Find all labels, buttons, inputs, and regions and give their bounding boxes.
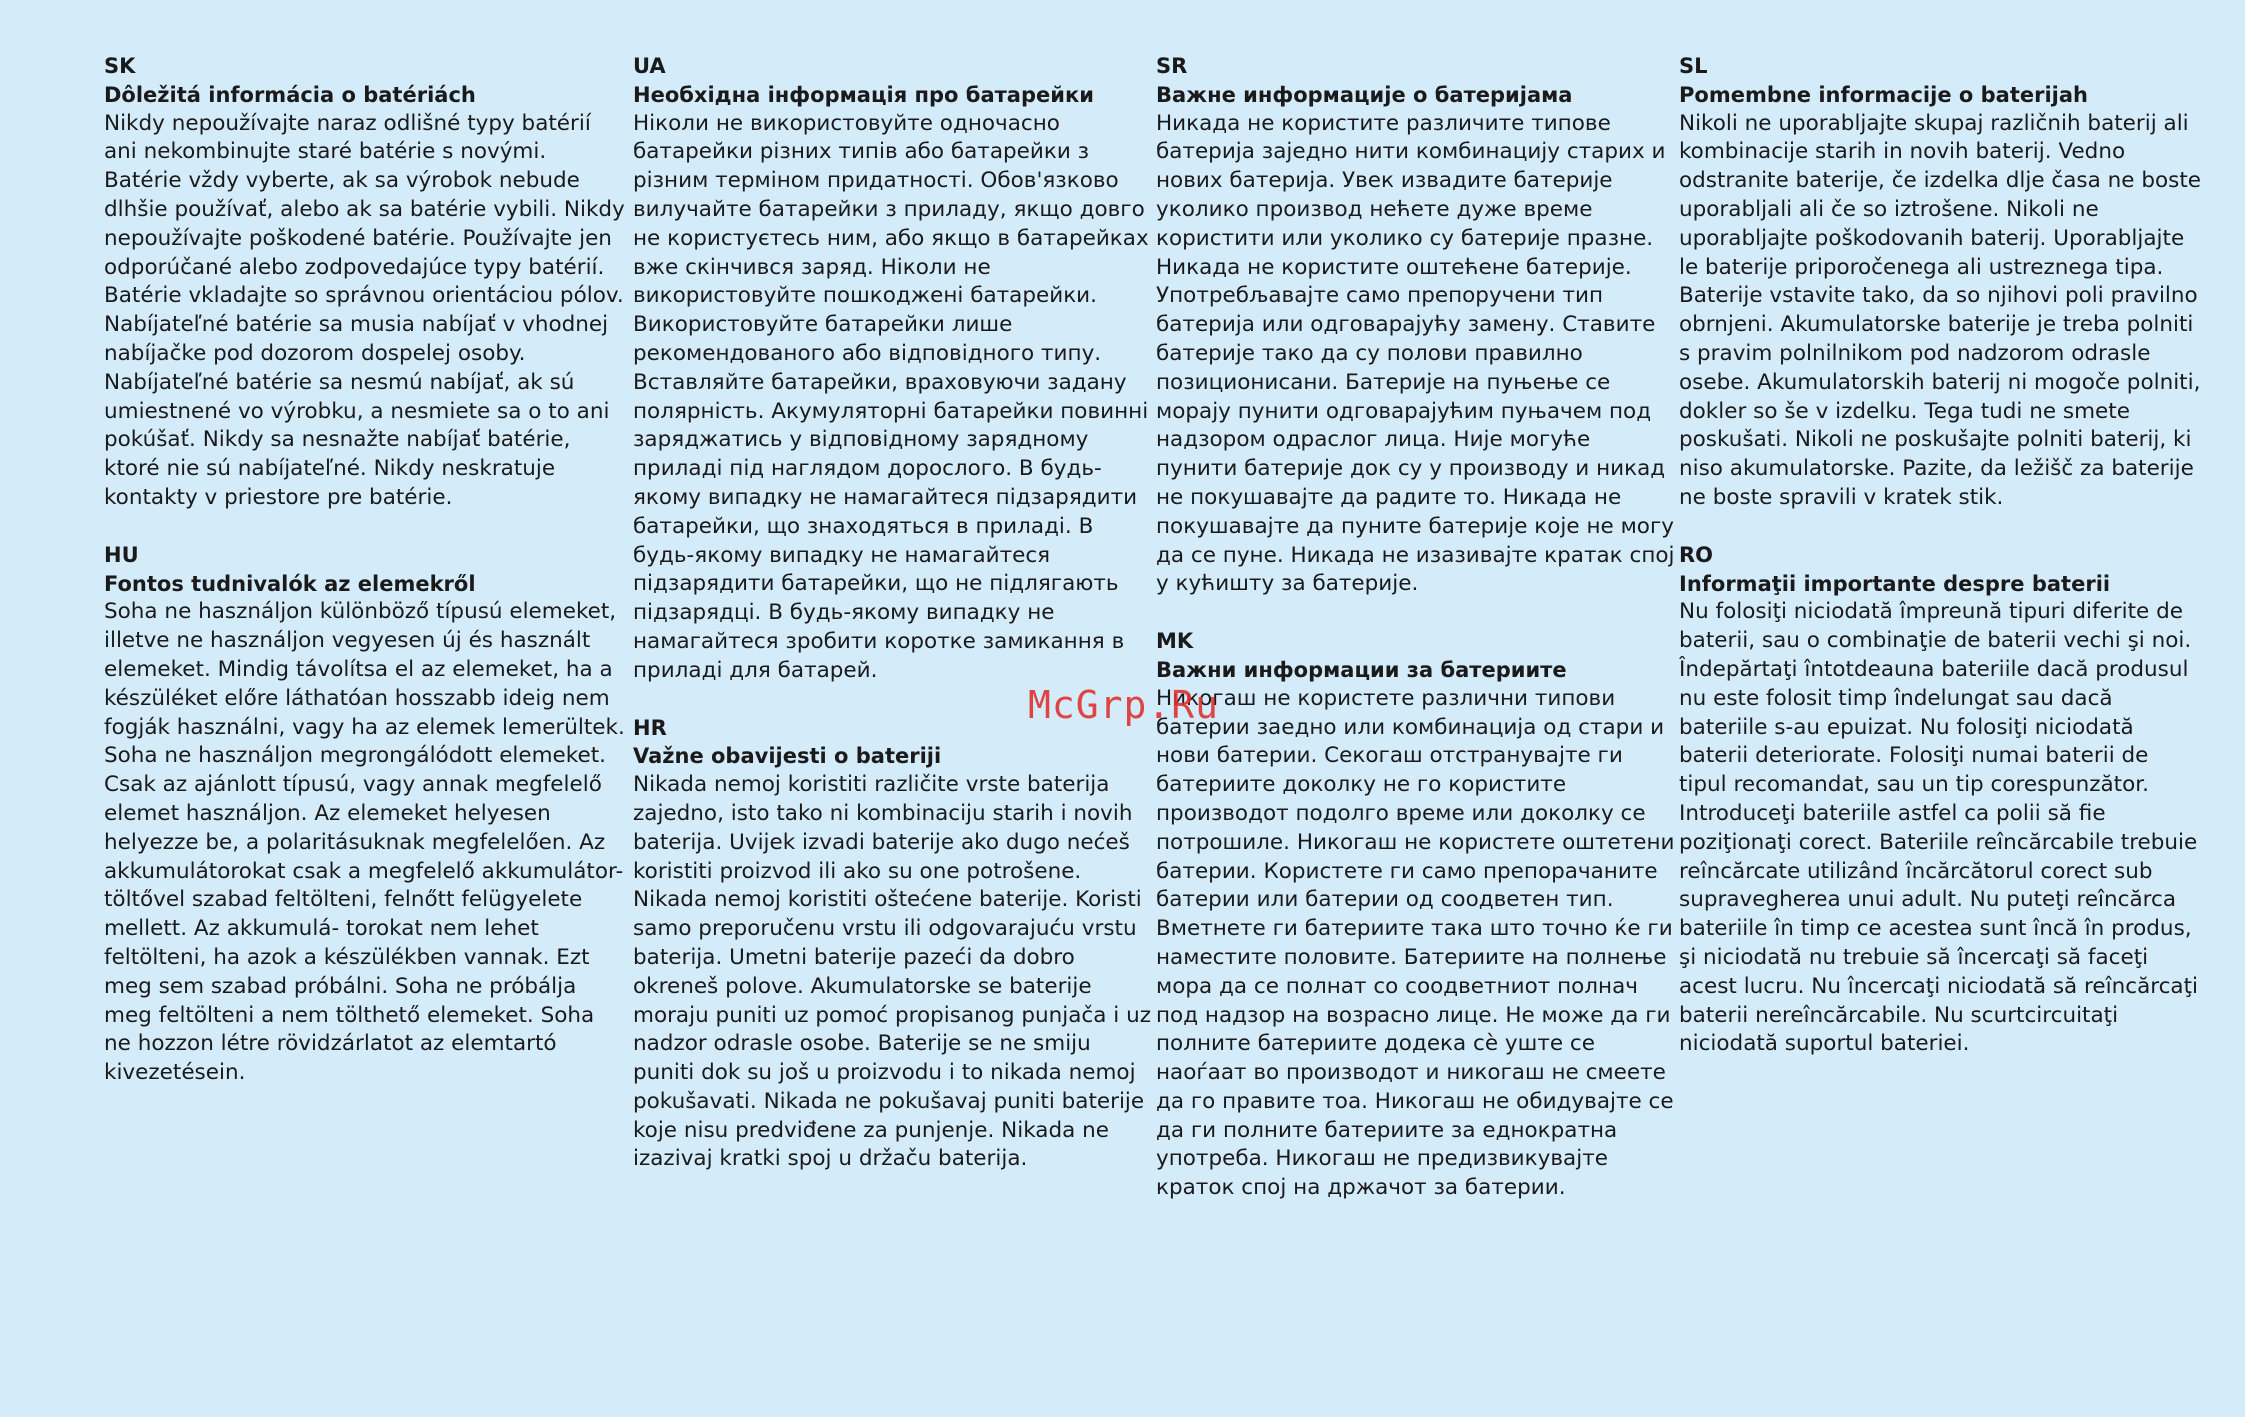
section-hr [633, 714, 1155, 1175]
section-ua [633, 52, 1155, 686]
section-mk [1156, 627, 1678, 1203]
language-code: HU [104, 542, 139, 567]
section-ro [1679, 541, 2201, 1059]
section-body: Nu folosiţi niciodată împreună tipuri diferite de baterii, sau o combinaţie de baterii vechi şi noi. Îndepărtaţi întotdeauna bateriile dacă produsul nu este folosit timp îndelungat sau dacă bateriile s-au epuizat. Nu folosiţi niciodată baterii deteriorate. Folosiţi numai baterii de tipul recomandat, sau un tip corespunzător. Introduceţi bateriile astfel ca polii să fie poziţionaţi corect. Bateriile reîncărcabile trebuie reîncărcate utilizând încărcătorul corect sub supravegherea unui adult. Nu puteţi reîncărca bateriile în timp ce acestea sunt încă în produs, şi niciodată nu trebuie să încercaţi să faceţi acest lucru. Nu încercaţi niciodată să reîncărcaţi baterii nereîncărcabile. Nu scurtcircuitaţi niciodată suportul bateriei. [1679, 599, 2199, 1057]
section-heading: Fontos tudnivalók az elemekről [104, 571, 476, 596]
section-body: Никогаш не користете различни типови батерии заедно или комбинација од стари и нови батерии. Секогаш отстранувајте ги батериите доколку не го користите производот подолго време или доколку се потрошиле. Никогаш не користете оштетени батерии. Користете ги само препорачаните батерии или батерии од соодветен тип. Вметнете ги батериите така што точно ќе ги наместите половите. Батериите на полнење мора да се полнат со соодветниот полнач под надзор на возрасно лице. Не може да ги полните батериите додека сѐ уште се наоѓаат во производот и никогаш не смеете да го правите тоа. Никогаш не обидувајте се да ги полните батериите за еднократна употреба. Никогаш не предизвикувајте краток спој на држачот за батерии. [1156, 685, 1675, 1201]
section-body: Nikoli ne uporabljajte skupaj različnih baterij ali kombinacije starih in novih baterij. Vedno odstranite baterije, če izdelka dlje časa ne boste uporabljali ali če so iztrošene. Nikoli ne uporabljajte poškodovanih baterij. Uporabljajte le baterije priporočenega ali ustreznega tipa. Baterije vstavite tako, da so njihovi poli pravilno obrnjeni. Akumulatorske baterije je treba polniti s pravim polnilnikom pod nadzorom odrasle osebe. Akumulatorskih baterij ni mogoče polniti, dokler so še v izdelku. Tega tudi ne smete poskušati. Nikoli ne poskušajte polniti baterij, ki niso akumulatorske. Pazite, da ležišč za baterije ne boste spravili v kratek stik. [1679, 110, 2201, 510]
language-code: UA [633, 54, 666, 78]
section-heading: Dôležitá informácia o batériách [104, 82, 476, 107]
column-3 [1156, 52, 1678, 1231]
language-code: HR [633, 715, 667, 740]
section-sk [104, 52, 626, 513]
section-body: Nikdy nepoužívajte naraz odlišné typy batérií ani nekombinujte staré batérie s novými. Batérie vždy vyberte, ak sa výrobok nebude dlhšie používať, alebo ak sa batérie vybili. Nikdy nepoužívajte poškodené batérie. Používajte jen odporúčané alebo zodpovedajúce typy batérií. Batérie vkladajte so správnou orientáciou pólov. Nabíjateľné batérie sa musia nabíjať v vhodnej nabíjačke pod dozorom dospelej osoby. Nabíjateľné batérie sa nesmú nabíjať, ak sú umiestnené vo výrobku, a nesmiete sa o to ani pokúšať. Nikdy sa nesnažte nabíjať batérie, ktoré nie sú nabíjateľné. Nikdy neskratuje kontakty v priestore pre batérie. [104, 110, 625, 510]
section-body: Soha ne használjon különböző típusú elemeket, illetve ne használjon vegyesen új és használt elemeket. Mindig távolítsa el az elemeket, ha a készüléket előre láthatóan hosszabb ideig nem fogják használni, vagy ha az elemek lemerültek. Soha ne használjon megrongálódott elemeket. Csak az ajánlott típusú, vagy annak megfelelő elemet használjon. Az elemeket helyesen helyezze be, a polaritásuknak megfelelően. Az akkumulátorokat csak a megfelelő akkumulátor- töltővel szabad feltölteni, felnőtt felügyelete mellett. Az akkumulá- torokat nem lehet feltölteni, ha azok a készülékben vannak. Ezt meg sem szabad próbálni. Soha ne próbálja meg feltölteni a nem tölthető elemeket. Soha ne hozzon létre rövidzárlatot az elemtartó kivezetésein. [104, 599, 625, 1086]
language-code: MK [1156, 629, 1194, 654]
section-heading: Informaţii importante despre baterii [1679, 571, 2111, 596]
language-code: SR [1156, 54, 1188, 78]
section-sl [1679, 52, 2201, 513]
section-body: Ніколи не використовуйте одночасно батарейки різних типів або батарейки з різним терміном придатності. Обов'язково вилучайте батарейки з приладу, якщо довго не користуєтесь ним, або якщо в батарейках вже скінчився заряд. Ніколи не використовуйте пошкоджені батарейки. Використовуйте батарейки лише рекомендованого або відповідного типу. Вставляйте батарейки, враховуючи задану полярність. Акумуляторні батарейки повинні заряджатись у відповідному зарядному приладі під наглядом дорослого. В будь-якому випадку не намагайтеся підзарядити батарейки, що знаходяться в приладі. В будь-якому випадку не намагайтеся підзарядити батарейки, що не підлягають підзарядці. В будь-якому випадку не намагайтеся зробити коротке замикання в приладі для батарей. [633, 110, 1149, 683]
section-heading: Важни информации за батериите [1156, 657, 1567, 682]
section-sr [1156, 52, 1678, 599]
section-hu [104, 541, 626, 1088]
section-heading: Важне информације о батеријама [1156, 82, 1573, 107]
section-heading: Važne obavijesti o bateriji [633, 744, 942, 769]
language-code: SK [104, 54, 136, 78]
section-heading: Необхідна інформація про батарейки [633, 82, 1094, 107]
section-body: Nikada nemoj koristiti različite vrste baterija zajedno, isto tako ni kombinaciju starih i novih baterija. Uvijek izvadi baterije ako dugo nećeš koristiti proizvod ili ako su one potrošene. Nikada nemoj koristiti oštećene baterije. Koristi samo preporučenu vrstu ili odgovarajuću vrstu baterija. Umetni baterije pazeći da dobro okreneš polove. Akumulatorske se baterije moraju puniti uz pomoć propisanog punjača i uz nadzor odrasle osobe. Baterije se ne smiju puniti dok su još u proizvodu i to nikada nemoj pokušavati. Nikada ne pokušavaj puniti baterije koje nisu predviđene za punjenje. Nikada ne izazivaj kratki spoj u držaču baterija. [633, 772, 1151, 1172]
column-1 [104, 52, 626, 1116]
language-code: SL [1679, 54, 1708, 78]
watermark: McGrp.Ru [1028, 683, 1220, 727]
column-4 [1679, 52, 2201, 1087]
section-body: Никада не користите различите типове батерија заједно нити комбинацију старих и нових батерија. Увек извадите батерије уколико производ нећете дуже време користити или уколико су батерије празне. Никада не користите оштећене батерије. Употребљавајте само препоручени тип батерија или одговарајућу замену. Ставите батерије тако да су полови правилно позиционисани. Батерије на пуњење се морају пунити одговарајућим пуњачем под надзором одраслог лица. Није могуће пунити батерије док су у производу и никад не покушавајте да радите то. Никада не покушавајте да пуните батерије које не могу да се пуне. Никада не изазивајте кратак спој у кућишту за батерије. [1156, 110, 1675, 597]
language-code: RO [1679, 542, 1714, 567]
column-2 [633, 52, 1155, 1202]
section-heading: Pomembne informacije o baterijah [1679, 82, 2088, 107]
